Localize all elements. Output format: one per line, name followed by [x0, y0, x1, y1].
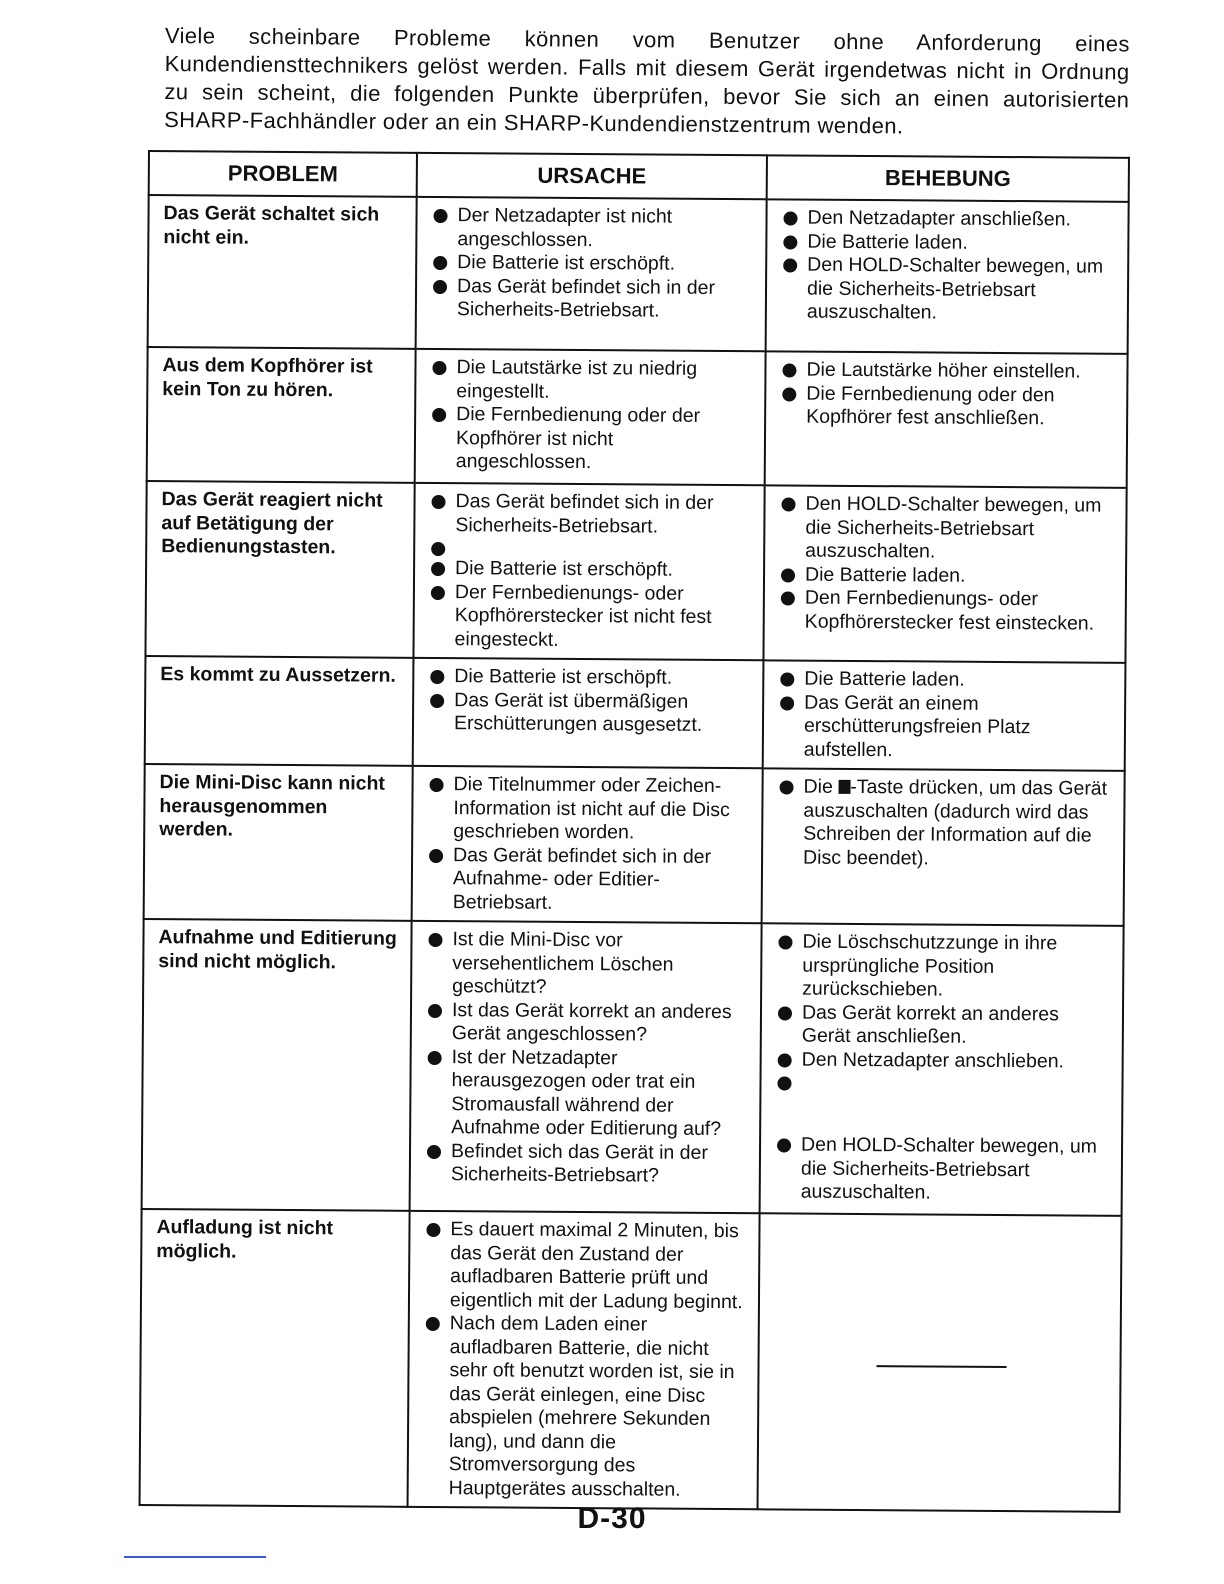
table-row — [142, 919, 1124, 1216]
header-remedy: BEHEBUNG — [767, 155, 1129, 202]
table-row — [145, 481, 1126, 663]
intro-paragraph: Viele scheinbare Probleme können vom Benutzer ohne Anforderung eines Kundendiensttechnikers gelöst werden. Falls mit diesem Gerät irgendetwas nicht in Ordnung zu sein scheint, die folgenden Punkte überprüfen, bevor Sie sich an einen autorisierten SHARP-Fachhändler oder an ein SHARP-Kundendienstzentrum wenden. — [164, 22, 1130, 139]
remedy-cell — [760, 923, 1124, 1216]
table-row — [147, 347, 1128, 488]
remedy-item: Die Löschschutzzunge in ihre ursprüngliche Position zurückschieben. — [776, 930, 1112, 1003]
remedy-item: Den HOLD-Schalter bewegen, um die Sicherheits-Betriebsart auszuschalten. — [781, 253, 1117, 326]
remedy-item: Die Batterie laden. — [779, 563, 1115, 589]
problem-cell: Das Gerät reagiert nicht auf Betätigung der Bedienungstasten. — [145, 481, 414, 658]
remedy-cell — [762, 768, 1125, 926]
remedy-item: Die Lautstärke höher einstellen. — [780, 358, 1116, 384]
cause-item: Die Batterie ist erschöpft. — [429, 557, 753, 583]
cause-item: Das Gerät befindet sich in der Sicherheits-Betriebsart. — [431, 274, 755, 323]
problem-cell: Aus dem Kopfhörer ist kein Ton zu hören. — [147, 347, 416, 483]
remedy-item: Das Gerät korrekt an anderes Gerät anschließen. — [776, 1001, 1112, 1050]
problem-cell: Das Gerät schaltet sich nicht ein. — [148, 195, 417, 349]
remedy-item: Das Gerät an einem erschütterungsfreien Platz aufstellen. — [778, 691, 1114, 764]
spacer — [775, 1071, 1111, 1135]
cause-cell — [408, 1211, 760, 1509]
remedy-item: Die Fernbedienung oder den Kopfhörer fest anschließen. — [780, 382, 1116, 431]
problem-cell: Es kommt zu Aussetzern. — [145, 656, 414, 766]
table-row — [148, 195, 1129, 354]
table-row — [145, 656, 1126, 771]
remedy-text-before: Die — [803, 775, 839, 798]
problem-cell: Aufladung ist nicht möglich. — [140, 1209, 410, 1507]
stop-square-icon — [838, 780, 850, 794]
cause-cell — [413, 658, 764, 768]
cause-item: Der Netzadapter ist nicht angeschlossen. — [431, 204, 755, 253]
remedy-text-after: -Taste drücken, um das Gerät auszuschalten (dadurch wird das Schreiben der Information auf die Disc beendet). — [803, 775, 1108, 869]
remedy-cell — [763, 485, 1126, 663]
page-number: D-30 — [577, 1502, 647, 1535]
cause-item: Die Batterie ist erschöpft. — [431, 251, 755, 277]
remedy-item: Den Netzadapter anschlieben. — [776, 1048, 1112, 1074]
remedy-cell-empty — [758, 1213, 1122, 1512]
cause-cell — [415, 349, 766, 485]
cause-item: Die Fernbedienung oder der Kopfhörer ist nicht angeschlossen. — [430, 403, 754, 476]
header-cause: URSACHE — [417, 153, 767, 199]
cause-item: Das Gerät ist übermäßigen Erschütterungen ausgesetzt. — [428, 688, 752, 737]
troubleshooting-table — [139, 150, 1130, 1513]
cause-item: Die Titelnummer oder Zeichen-Information ist nicht auf die Disc geschrieben worden. — [427, 773, 751, 846]
remedy-cell — [763, 660, 1126, 771]
spacer — [429, 537, 753, 559]
table-row — [144, 764, 1125, 926]
cause-cell — [410, 921, 762, 1213]
remedy-item: Den HOLD-Schalter bewegen, um die Sicherheits-Betriebsart auszuschalten. — [775, 1133, 1111, 1206]
dash-line — [877, 1365, 1007, 1368]
cause-item: Die Batterie ist erschöpft. — [428, 665, 752, 691]
cause-item: Der Fernbedienungs- oder Kopfhörerstecker ist nicht fest eingesteckt. — [429, 580, 753, 653]
cause-cell — [413, 483, 764, 660]
cause-cell — [412, 766, 763, 923]
remedy-item: Den HOLD-Schalter bewegen, um die Sicherheits-Betriebsart auszuschalten. — [779, 492, 1115, 565]
remedy-item: Den Netzadapter anschließen. — [781, 206, 1117, 232]
remedy-item: Den Fernbedienungs- oder Kopfhörerstecker fest einstecken. — [779, 586, 1115, 635]
footer-line — [124, 1556, 266, 1558]
remedy-item — [777, 775, 1114, 871]
problem-cell: Aufnahme und Editierung sind nicht möglich. — [142, 919, 412, 1211]
cause-item: Es dauert maximal 2 Minuten, bis das Gerät den Zustand der aufladbaren Batterie prüft und eigentlich mit der Ladung beginnt. — [424, 1218, 749, 1314]
cause-cell — [416, 197, 767, 351]
header-problem: PROBLEM — [149, 151, 417, 197]
table-row — [140, 1209, 1122, 1512]
remedy-cell — [765, 351, 1128, 488]
cause-item: Ist das Gerät korrekt an anderes Gerät angeschlossen? — [426, 998, 750, 1047]
cause-item: Das Gerät befindet sich in der Sicherheits-Betriebsart. — [429, 490, 753, 539]
cause-item: Ist die Mini-Disc vor versehentlichem Löschen geschützt? — [426, 928, 750, 1001]
remedy-item: Die Batterie laden. — [778, 667, 1114, 693]
cause-item: Nach dem Laden einer aufladbaren Batterie, die nicht sehr oft benutzt worden ist, sie in das Gerät einlegen, eine Disc abspielen (mehrere Sekunden lang), und dann die Stromversorgung des Hauptgerätes ausschalten. — [423, 1312, 748, 1502]
remedy-cell — [766, 199, 1129, 354]
cause-item: Befindet sich das Gerät in der Sicherheits-Betriebsart? — [425, 1139, 749, 1188]
cause-item: Ist der Netzadapter herausgezogen oder trat ein Stromausfall während der Aufnahme oder Editierung auf? — [425, 1045, 750, 1141]
cause-item: Die Lautstärke ist zu niedrig eingestellt. — [430, 356, 754, 405]
remedy-item: Die Batterie laden. — [781, 230, 1117, 256]
cause-item: Das Gerät befindet sich in der Aufnahme- oder Editier-Betriebsart. — [427, 843, 751, 916]
problem-cell: Die Mini-Disc kann nicht herausgenommen werden. — [144, 764, 413, 921]
table-header-row — [149, 151, 1129, 202]
